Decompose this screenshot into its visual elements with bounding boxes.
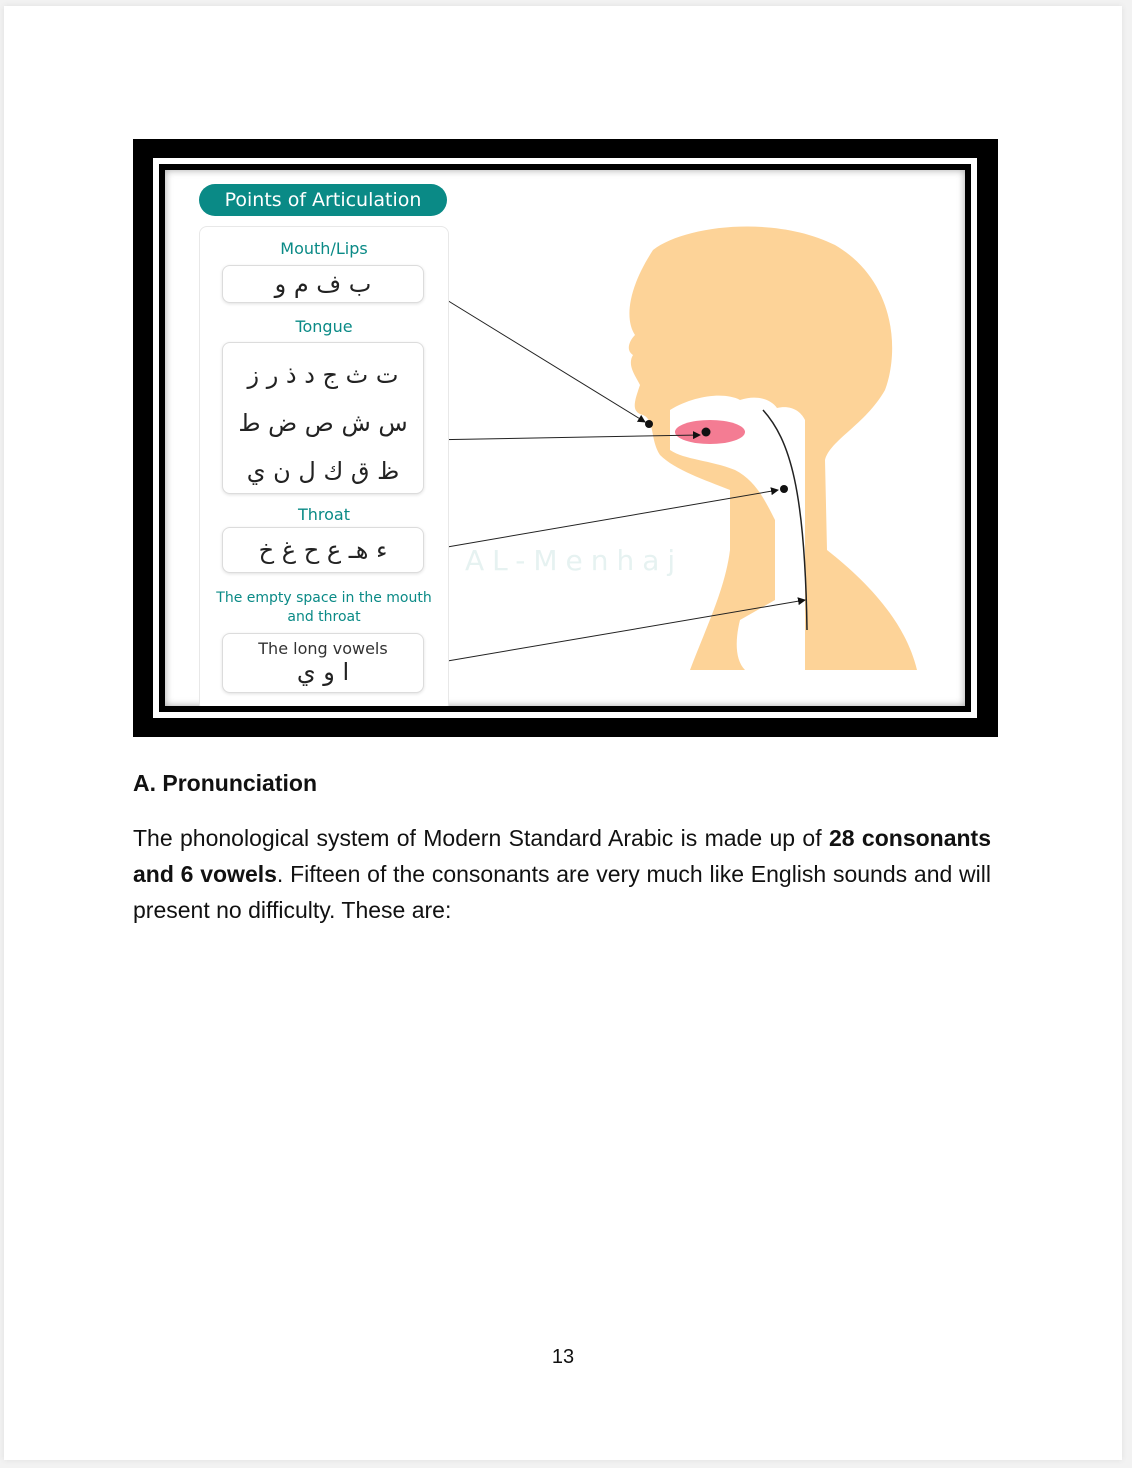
section-heading: A. Pronunciation: [133, 770, 317, 796]
box-tongue-letters: [222, 342, 424, 494]
long-vowels-letters: ا و ي: [296, 658, 350, 686]
paragraph-text-2: . Fifteen of the consonants are very much like English sounds and will present no difficulty. These are:: [133, 861, 991, 923]
articulation-panel: [199, 226, 449, 706]
paragraph-bold: 28 consonants and 6 vowels: [133, 825, 992, 887]
tongue-letters-row-2: س ش ص ض ط: [238, 409, 408, 437]
label-mouth-lips: Mouth/Lips: [280, 239, 368, 258]
articulation-figure: [133, 139, 998, 737]
tongue-letters-row-3: ظ ق ك ل ن ي: [246, 457, 400, 485]
label-tongue: Tongue: [295, 317, 353, 336]
body-paragraph: [133, 820, 991, 928]
figure-title: Points of Articulation: [199, 184, 447, 216]
page-number: 13: [551, 1346, 575, 1368]
watermark-text: AL-Menhaj: [465, 544, 684, 577]
box-long-vowels: [222, 633, 424, 693]
figure-canvas: [165, 170, 965, 706]
label-empty-space: The empty space in the mouth and throat: [216, 590, 432, 625]
long-vowels-label: The long vowels: [258, 639, 388, 658]
paragraph-text-1: The phonological system of Modern Standard Arabic is made up of: [133, 825, 829, 851]
box-mouth-letters: ب ف م و: [222, 265, 424, 303]
box-throat-letters: ء هـ ع ح غ خ: [222, 527, 424, 573]
document-page: [4, 6, 1122, 1460]
label-throat: Throat: [297, 505, 350, 524]
tongue-letters-row-1: ت ث ج د ذ ر ز: [247, 361, 399, 389]
